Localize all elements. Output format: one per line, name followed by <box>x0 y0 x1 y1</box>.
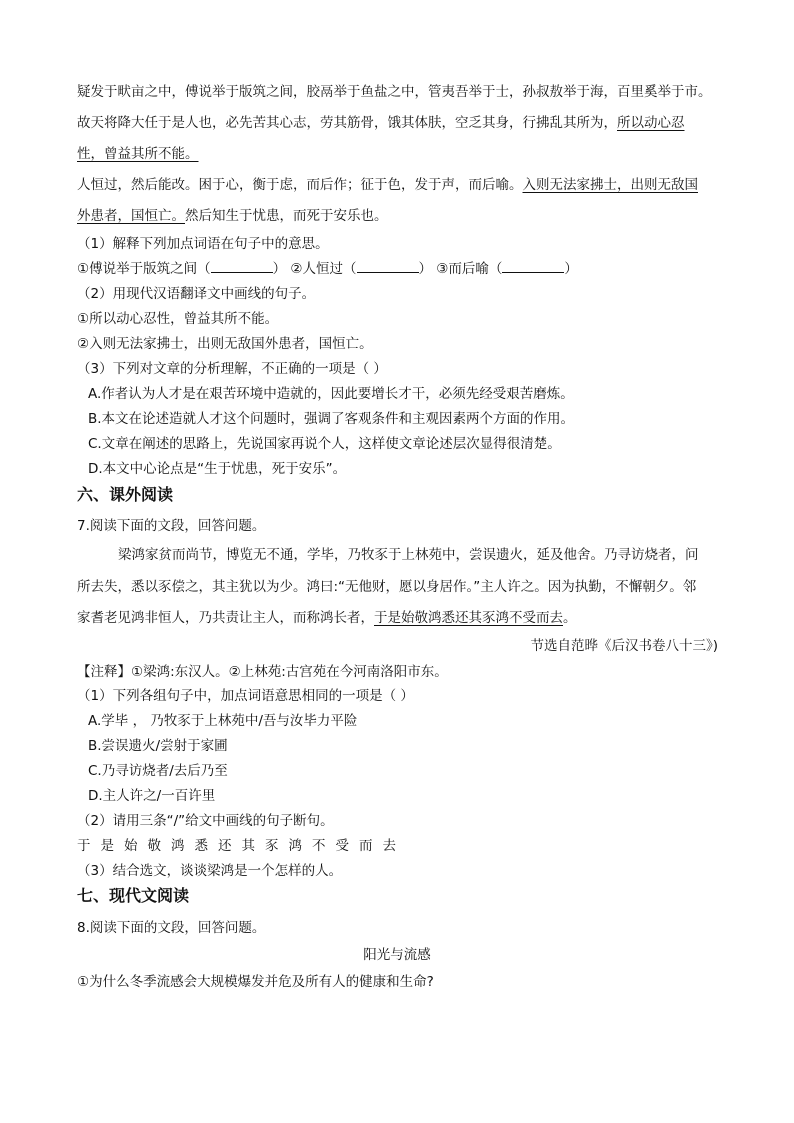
question-item: ①所以动心忍性，曾益其所不能。 <box>77 311 279 327</box>
question-text: （2）用现代汉语翻译文中画线的句子。 <box>77 286 316 302</box>
question-text: （3）下列对文章的分析理解，不正确的一项是（ ） <box>77 361 387 377</box>
passage-line: 梁鸿家贫而尚节，博览无不通，学毕，乃牧豕于上林苑中，尝误遗火，延及他舍。乃寻访烧者，问 <box>118 547 699 563</box>
option-b: B.尝误遗火/尝射于家圃 <box>88 738 228 754</box>
option-d: D.本文中心论点是“生于忧患，死于安乐”。 <box>88 461 347 477</box>
passage-line <box>77 144 727 164</box>
underlined-sentence: 于是始敬鸿悉还其豕鸿不受而去 <box>374 610 563 626</box>
sentence-to-punctuate: 于 是 始 敬 鸿 悉 还 其 豕 鸿 不 受 而 去 <box>77 838 396 854</box>
annotation-note: 【注释】①梁鸿:东汉人。②上林苑:古宫苑在今河南洛阳市东。 <box>77 664 448 680</box>
source-citation: 节选自范晔《后汉书卷八十三》) <box>530 638 718 654</box>
passage-line: 人恒过，然后能改。困于心，衡于虑，而后作；征于色，发于声，而后喻。入则无法家拂士，出则无敌国 <box>77 177 698 193</box>
question-blanks: ①傅说举于版筑之间（ ） ②人恒过（ ） ③而后喻（ ） <box>77 261 578 277</box>
option-b: B.本文在论述造就人才这个问题时，强调了客观条件和主观因素两个方面的作用。 <box>88 411 575 427</box>
option-a: A.学毕 ， 乃牧豕于上林苑中/吾与汝毕力平险 <box>88 713 358 729</box>
option-c: C.乃寻访烧者/去后乃至 <box>88 763 228 779</box>
underlined-sentence: 外患者，国恒亡。 <box>77 208 185 224</box>
passage-line: 外患者，国恒亡。然后知生于忧患，而死于安乐也。 <box>77 208 388 224</box>
question-text: （3）结合选文，谈谈梁鸿是一个怎样的人。 <box>77 863 343 879</box>
question-text: （1）解释下列加点词语在句子中的意思。 <box>77 236 329 252</box>
section-heading: 七、现代文阅读 <box>77 886 190 905</box>
question-intro: 8.阅读下面的文段，回答问题。 <box>77 920 266 936</box>
passage-line: 故天将降大任于是人也，必先苦其心志，劳其筋骨，饿其体肤，空乏其身，行拂乱其所为，所以动心忍 <box>77 115 685 131</box>
article-title: 阳光与流感 <box>363 947 431 963</box>
question-text: （2）请用三条“/”给文中画线的句子断句。 <box>77 813 334 829</box>
section-heading: 六、课外阅读 <box>77 485 174 504</box>
question-intro: 7.阅读下面的文段，回答问题。 <box>77 518 266 534</box>
option-a: A.作者认为人才是在艰苦环境中造就的，因此要增长才干，必须先经受艰苦磨炼。 <box>88 386 574 402</box>
passage-line: 家耆老见鸿非恒人，乃共责让主人，而称鸿长者，于是始敬鸿悉还其豕鸿不受而去。 <box>77 610 577 626</box>
question-text: （1）下列各组句子中，加点词语意思相同的一项是（ ） <box>77 688 414 704</box>
passage-line: 所去失，悉以豕偿之，其主犹以为少。鸿曰:“无他财，愿以身居作。”主人许之。因为执勤，不懈朝夕。邻 <box>77 579 697 595</box>
underlined-sentence: 入则无法家拂士，出则无敌国 <box>522 177 698 193</box>
answer-blank[interactable] <box>357 260 419 273</box>
option-c: C.文章在阐述的思路上，先说国家再说个人，这样使文章论述层次显得很清楚。 <box>88 436 561 452</box>
underlined-sentence: 所以动心忍 <box>617 115 685 131</box>
passage-line: 疑发于畎亩之中，傅说举于版筑之间，胶鬲举于鱼盐之中，管夷吾举于士，孙叔敖举于海，百里奚举于市。 <box>77 84 712 100</box>
answer-blank[interactable] <box>211 260 273 273</box>
underlined-sentence: 性，曾益其所不能。 <box>77 146 199 162</box>
article-paragraph: ①为什么冬季流感会大规模爆发并危及所有人的健康和生命? <box>77 974 434 990</box>
answer-blank[interactable] <box>502 260 564 273</box>
question-item: ②入则无法家拂士，出则无敌国外患者，国恒亡。 <box>77 336 373 352</box>
option-d: D.主人许之/一百许里 <box>88 788 216 804</box>
